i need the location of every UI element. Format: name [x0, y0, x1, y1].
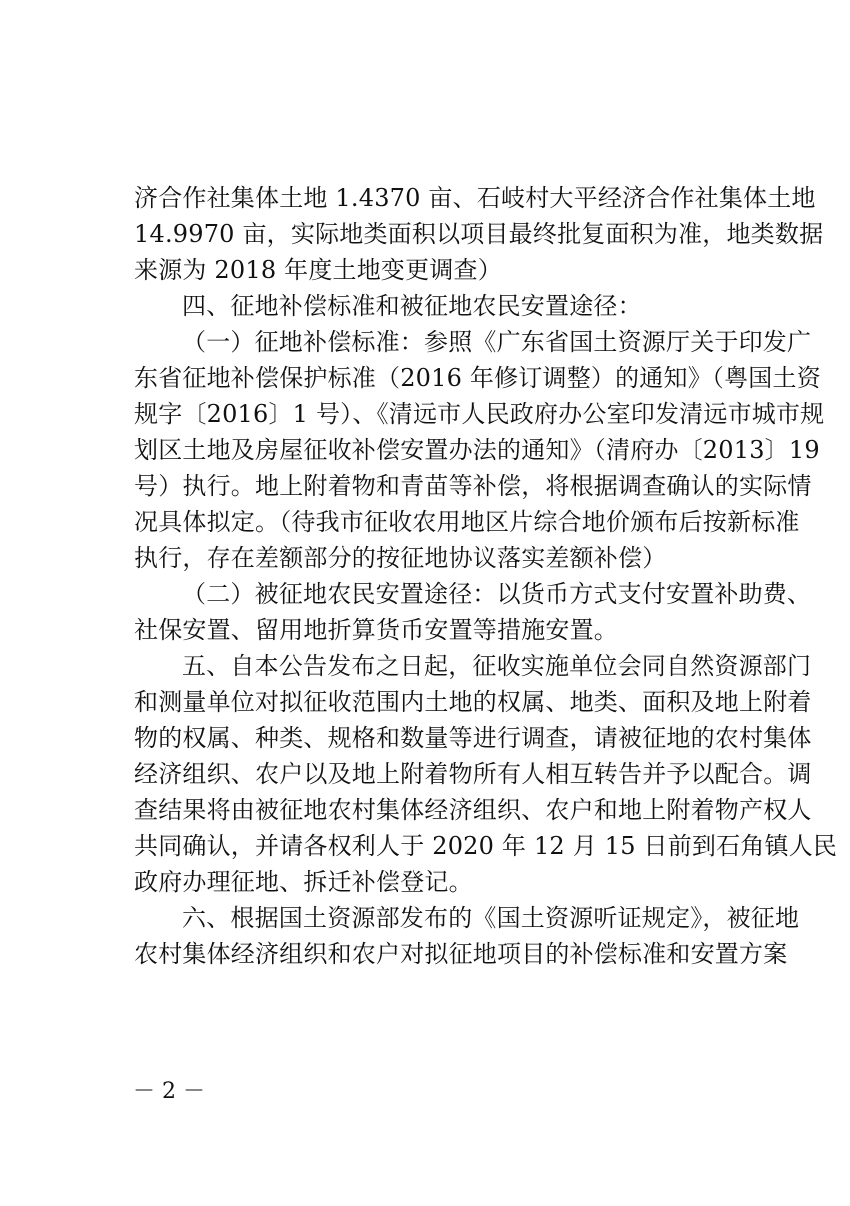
section-6-start: 六、根据国土资源部发布的《国土资源听证规定》，被征地 [182, 904, 800, 932]
text-line: 况具体拟定。（待我市征收农用地区片综合地价颁布后按新标准 [134, 508, 800, 536]
text-line: 社保安置、留用地折算货币安置等措施安置。 [134, 616, 618, 644]
section-5-start: 五、自本公告发布之日起，征收实施单位会同自然资源部门 [182, 652, 812, 680]
text-line: 济合作社集体土地 1.4370 亩、石岐村大平经济合作社集体土地 [134, 184, 816, 212]
text-line: 和测量单位对拟征收范围内土地的权属、地类、面积及地上附着 [134, 688, 812, 716]
subsection-2-start: （二）被征地农民安置途径：以货币方式支付安置补助费、 [182, 580, 812, 608]
text-line: 东省征地补偿保护标准（2016 年修订调整）的通知》（粤国土资 [134, 364, 821, 392]
text-line: 经济组织、农户以及地上附着物所有人相互转告并予以配合。调 [134, 760, 812, 788]
text-line: 政府办理征地、拆迁补偿登记。 [134, 868, 473, 896]
page-number: － 2 － [133, 1079, 205, 1104]
text-line: 共同确认，并请各权利人于 2020 年 12 月 15 日前到石角镇人民 [134, 832, 838, 860]
text-line: 农村集体经济组织和农户对拟征地项目的补偿标准和安置方案 [134, 940, 788, 968]
text-line: 号）执行。地上附着物和青苗等补偿，将根据调查确认的实际情 [134, 472, 812, 500]
text-line: 规字〔2016〕1 号）、《清远市人民政府办公室印发清远市城市规 [134, 400, 825, 428]
section-heading-4: 四、征地补偿标准和被征地农民安置途径： [182, 292, 642, 320]
text-line: 查结果将由被征地农村集体经济组织、农户和地上附着物产权人 [134, 796, 812, 824]
text-line: 划区土地及房屋征收补偿安置办法的通知》（清府办〔2013〕19 [134, 436, 820, 464]
text-line: 物的权属、种类、规格和数量等进行调查，请被征地的农村集体 [134, 724, 812, 752]
text-line: 执行，存在差额部分的按征地协议落实差额补偿） [134, 544, 667, 572]
body-text [134, 180, 838, 972]
text-line: 来源为 2018 年度土地变更调查） [134, 256, 502, 284]
text-line: 14.9970 亩，实际地类面积以项目最终批复面积为准，地类数据 [134, 220, 824, 248]
subsection-1-start: （一）征地补偿标准：参照《广东省国土资源厅关于印发广 [182, 328, 812, 356]
